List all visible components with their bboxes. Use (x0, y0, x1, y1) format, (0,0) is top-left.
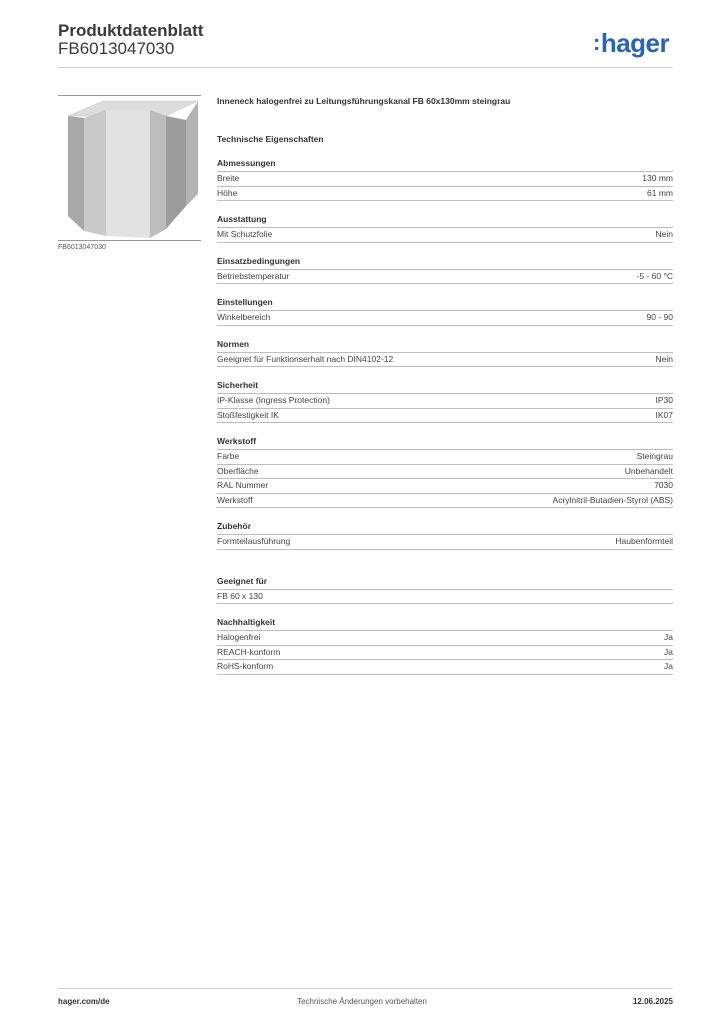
section-nachhaltigkeit (217, 617, 673, 675)
property-row (217, 660, 673, 675)
property-row (217, 590, 673, 605)
property-label: Geeignet für Funktionserhalt nach DIN4102-12 (217, 353, 394, 364)
property-label: Mit Schutzfolie (217, 229, 273, 239)
logo-text: hager (600, 28, 670, 58)
property-row (217, 450, 673, 465)
property-label: RAL Nummer (217, 480, 269, 490)
property-value: IK07 (655, 409, 673, 420)
property-value: Ja (664, 661, 673, 671)
section-heading: Abmessungen (217, 158, 673, 172)
hager-logo: :hager (593, 28, 670, 58)
property-value: Ja (664, 632, 673, 642)
property-value: IP30 (655, 395, 673, 405)
property-label: Oberfläche (217, 465, 259, 476)
property-row (217, 228, 673, 243)
property-row (217, 465, 673, 480)
section-heading: Sicherheit (217, 380, 673, 394)
property-label: Formteilausführung (217, 536, 291, 546)
image-caption: FB6013047030 (58, 244, 106, 251)
footer-date: 12.06.2025 (632, 997, 673, 1006)
property-value: 61 mm (647, 187, 673, 198)
section-zubehör (217, 521, 673, 550)
property-value: Nein (655, 353, 673, 364)
property-value: Haubenformteil (615, 536, 673, 546)
property-row (217, 187, 673, 202)
header-title: Produktdatenblatt (58, 21, 204, 40)
section-einstellungen (217, 297, 673, 326)
section-heading: Normen (217, 339, 673, 353)
property-label: Stoßfestigkeit IK (217, 409, 279, 420)
property-label: Winkelbereich (217, 312, 271, 322)
property-row (217, 535, 673, 550)
property-value: Unbehandelt (624, 465, 673, 476)
header-divider (58, 67, 673, 68)
section-abmessungen (217, 158, 673, 201)
section-heading: Einsatzbedingungen (217, 256, 673, 270)
property-label: Farbe (217, 451, 240, 461)
section-heading: Werkstoff (217, 436, 673, 450)
property-row (217, 646, 673, 661)
footer-website: hager.com/de (58, 997, 110, 1006)
property-row (217, 172, 673, 187)
property-row (217, 311, 673, 326)
inner-corner-illustration (58, 96, 201, 240)
property-row (217, 409, 673, 424)
property-value: 7030 (654, 480, 673, 490)
property-label: REACH-konform (217, 646, 281, 657)
property-value: Acrylnitril-Butadien-Styrol (ABS) (552, 494, 673, 505)
tech-heading: Technische Eigenschaften (217, 134, 324, 144)
property-label: IP-Klasse (Ingress Protection) (217, 395, 330, 405)
footer-divider (58, 988, 673, 989)
property-value: 130 mm (642, 173, 673, 183)
property-label: FB 60 x 130 (217, 590, 263, 601)
property-row (217, 494, 673, 509)
sections (217, 158, 673, 550)
extra-sections (217, 576, 673, 675)
section-ausstattung (217, 214, 673, 243)
property-label: Werkstoff (217, 494, 253, 505)
section-sicherheit (217, 380, 673, 423)
section-werkstoff (217, 436, 673, 508)
section-einsatzbedingungen (217, 256, 673, 285)
footer-disclaimer: Technische Änderungen vorbehalten (297, 997, 427, 1006)
section-geeignet-für (217, 576, 673, 605)
section-heading: Zubehör (217, 521, 673, 535)
property-value: 90 - 90 (646, 312, 673, 322)
property-row (217, 479, 673, 494)
property-label: RoHS-konform (217, 661, 274, 671)
product-title: Inneneck halogenfrei zu Leitungsführungskanal FB 60x130mm steingrau (217, 96, 511, 106)
property-label: Halogenfrei (217, 632, 261, 642)
property-value: Ja (664, 646, 673, 657)
section-heading: Ausstattung (217, 214, 673, 228)
property-row (217, 394, 673, 409)
section-normen (217, 339, 673, 368)
property-row (217, 353, 673, 368)
section-heading: Nachhaltigkeit (217, 617, 673, 631)
product-image (58, 95, 201, 241)
property-label: Breite (217, 173, 240, 183)
property-value: Nein (655, 229, 673, 239)
property-row (217, 631, 673, 646)
section-heading: Geeignet für (217, 576, 673, 590)
property-value: Steingrau (636, 451, 673, 461)
property-row (217, 270, 673, 285)
section-heading: Einstellungen (217, 297, 673, 311)
property-label: Höhe (217, 187, 238, 198)
property-value: -5 - 60 °C (636, 270, 673, 281)
content (217, 95, 673, 675)
property-label: Betriebstemperatur (217, 270, 290, 281)
header-subtitle: FB6013047030 (58, 39, 175, 58)
